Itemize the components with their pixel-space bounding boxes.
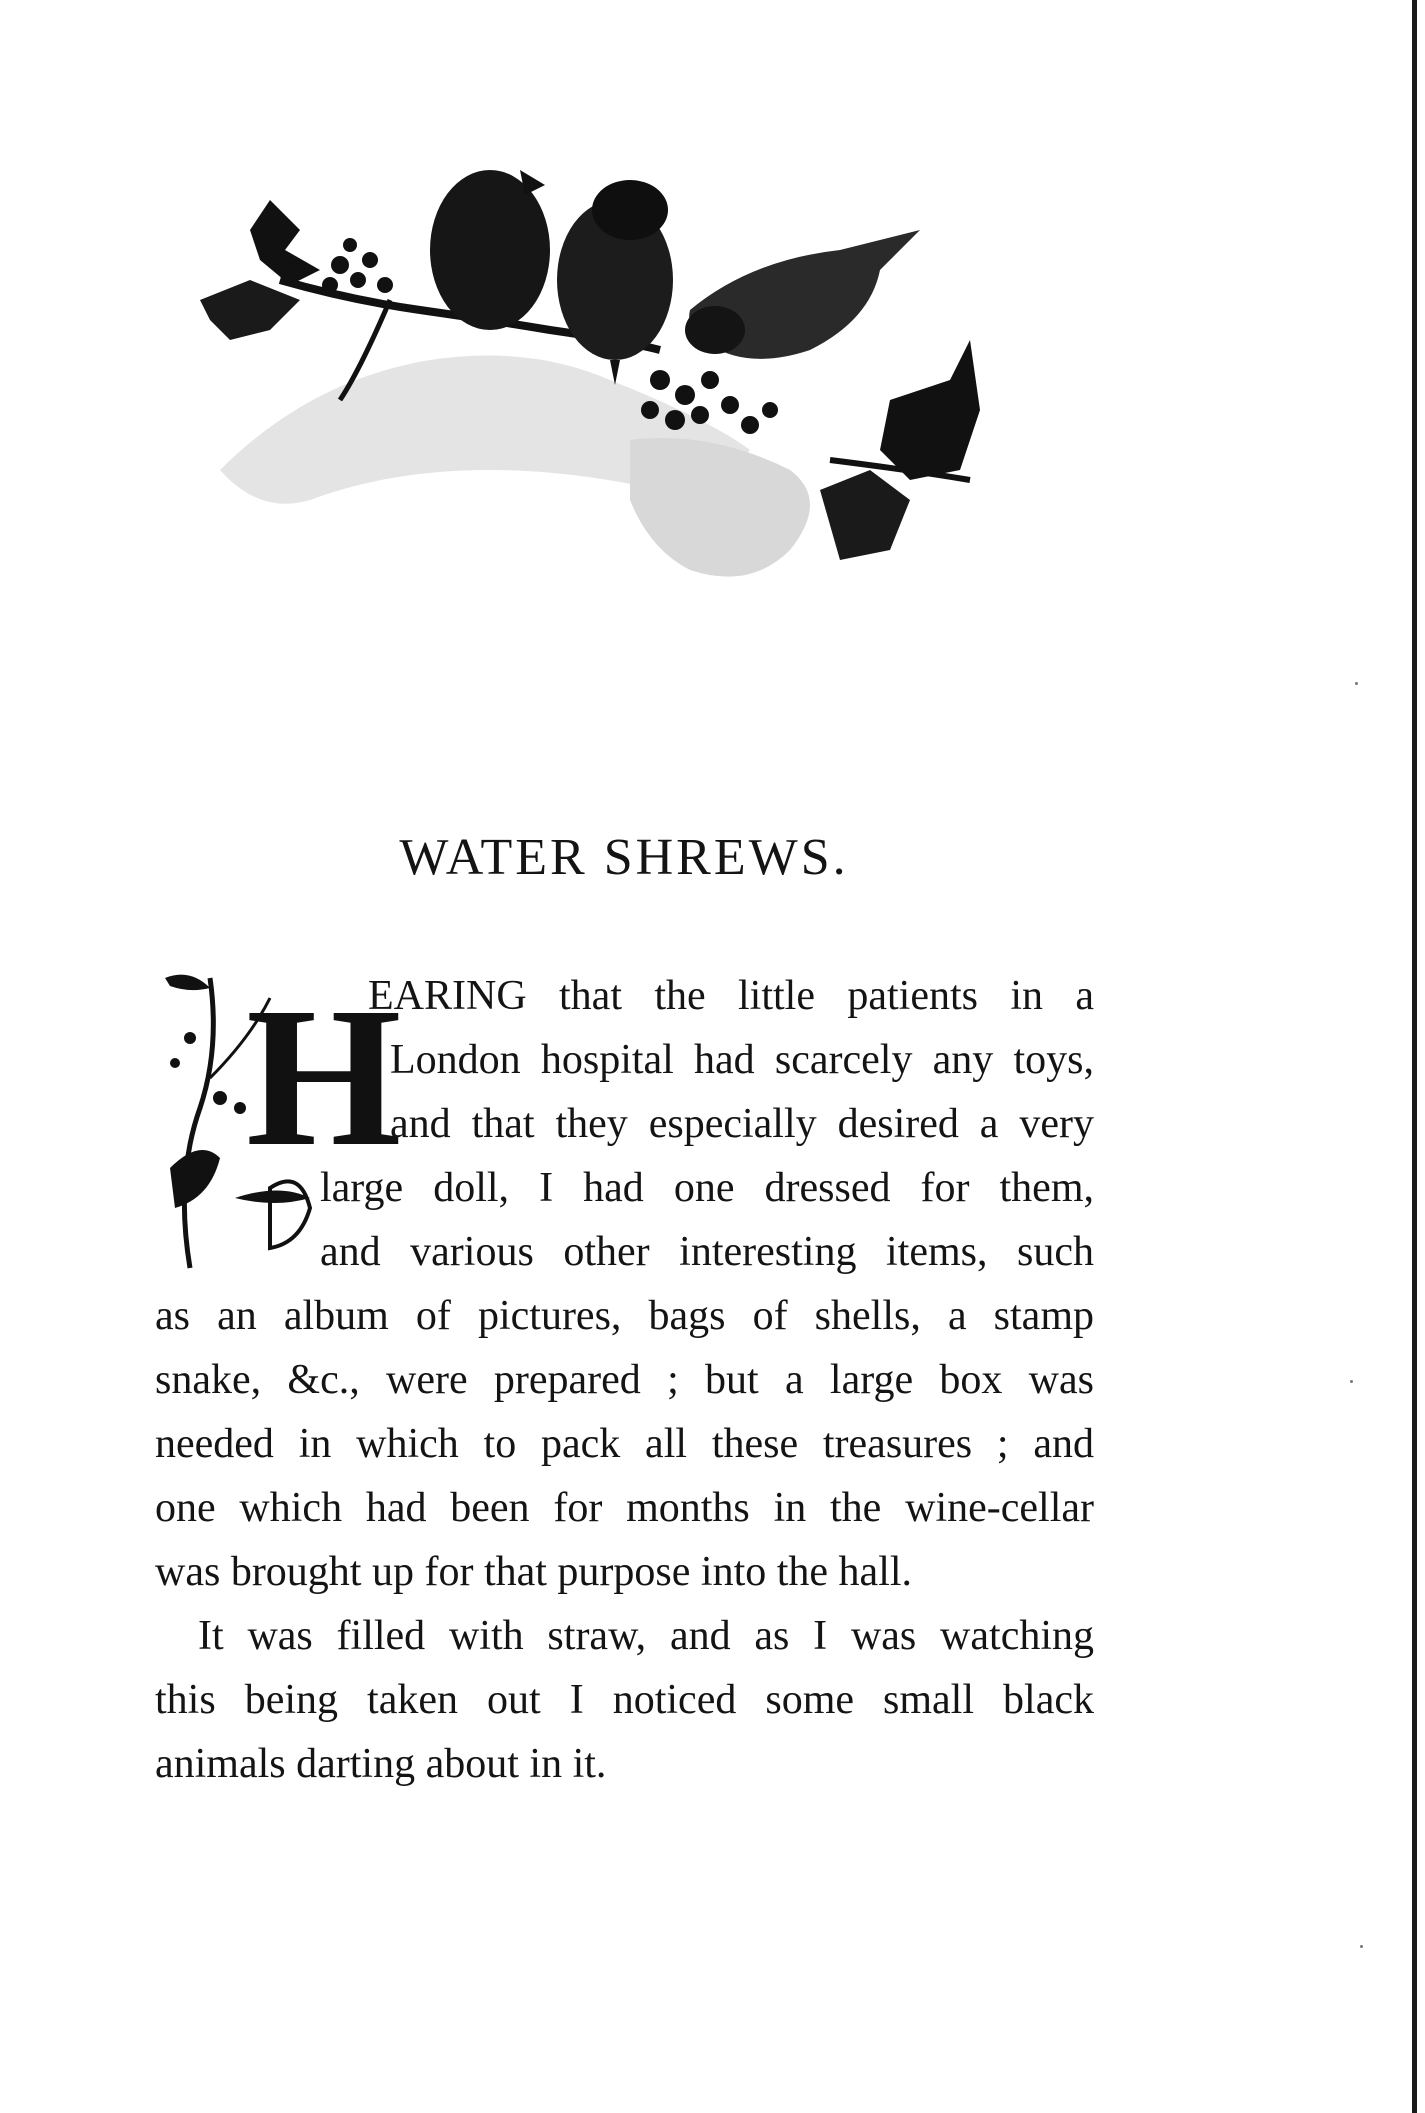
paragraph1-line-8: needed in which to pack all these treasures ; and [155, 1421, 1094, 1467]
birds-on-branch-illustration [190, 170, 1050, 610]
page-edge-shadow [1412, 0, 1417, 2113]
paragraph1-line-7: snake, &c., were prepared ; but a large box was [155, 1357, 1094, 1403]
paragraph2-line-3: animals darting about in it. [155, 1741, 607, 1787]
paragraph1-line-6: as an album of pictures, bags of shells, a stamp [155, 1293, 1094, 1339]
paragraph1-line-5: and various other interesting items, such [320, 1229, 1094, 1275]
chapter-title: WATER SHREWS. [399, 829, 849, 886]
paragraph1-line-9: one which had been for months in the wine-cellar [155, 1485, 1094, 1531]
paragraph1-line-4: large doll, I had one dressed for them, [320, 1165, 1094, 1211]
paper-speck [1360, 1945, 1363, 1948]
paper-speck [1355, 682, 1358, 685]
paper-speck [1350, 1380, 1353, 1383]
dropcap-letter: H [246, 967, 402, 1188]
paragraph1-line-3: and that they especially desired a very [390, 1101, 1094, 1147]
paragraph2-line-1: It was filled with straw, and as I was watching [198, 1613, 1094, 1659]
paragraph1-line-2: London hospital had scarcely any toys, [390, 1037, 1094, 1083]
paragraph2-line-2: this being taken out I noticed some small black [155, 1677, 1094, 1723]
paragraph1-line-10: was brought up for that purpose into the hall. [155, 1549, 913, 1595]
paragraph1-line-1: EARING that the little patients in a [368, 973, 1094, 1019]
